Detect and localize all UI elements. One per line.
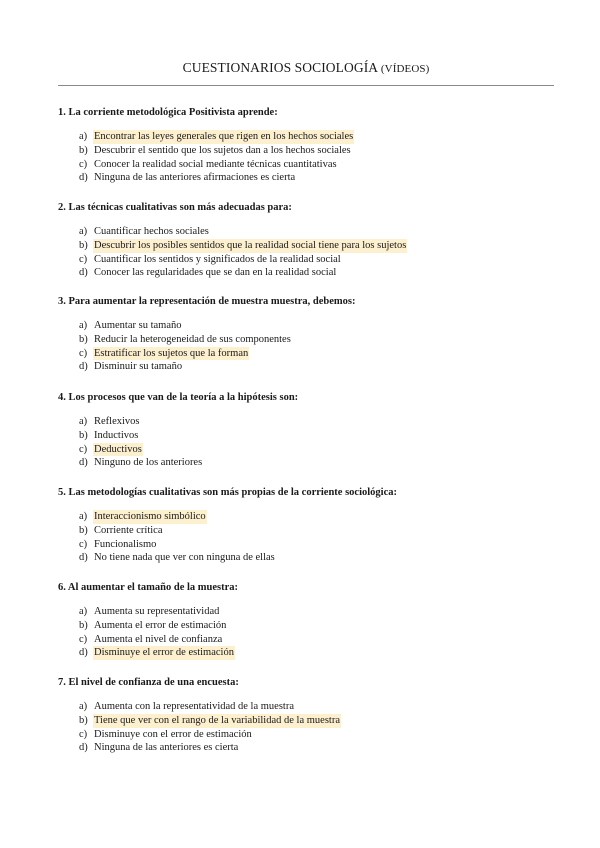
question-5 [58, 486, 558, 565]
option-text-highlighted: Interaccionismo simbólico [94, 511, 206, 522]
answer-option-a [58, 225, 558, 239]
answer-option-c [58, 253, 558, 267]
answer-option-b [58, 429, 558, 443]
answer-options [58, 225, 558, 280]
answer-option-c [58, 158, 558, 172]
option-letter: b) [79, 714, 88, 726]
option-letter: c) [79, 538, 88, 550]
answer-options [58, 510, 558, 565]
answer-option-b [58, 524, 558, 538]
question-3 [58, 295, 558, 374]
option-text: Cuantificar los sentidos y significados de la realidad social [94, 253, 341, 265]
option-letter: c) [79, 443, 88, 455]
option-letter: c) [79, 253, 88, 265]
option-text: Aumenta el nivel de confianza [94, 633, 223, 645]
option-letter: b) [79, 524, 88, 536]
option-text: Aumenta su representatividad [94, 606, 220, 617]
option-letter: a) [79, 416, 88, 427]
option-letter: a) [79, 511, 88, 522]
option-text-highlighted: Estratificar los sujetos que la forman [94, 347, 249, 359]
option-text: Funcionalismo [94, 538, 157, 550]
option-letter: a) [79, 320, 88, 331]
answer-option-d [58, 741, 558, 755]
question-7 [58, 676, 558, 755]
option-letter: d) [79, 647, 88, 659]
answer-options [58, 415, 558, 470]
option-letter: c) [79, 728, 88, 740]
option-letter: b) [79, 429, 88, 441]
option-text: Aumentar su tamaño [94, 320, 182, 331]
answer-options [58, 319, 558, 374]
option-text: Ninguna de las anteriores es cierta [94, 742, 239, 754]
question-title: 7. El nivel de confianza de una encuesta: [58, 677, 239, 688]
option-text-highlighted: Descubrir los posibles sentidos que la realidad social tiene para los sujetos [94, 239, 407, 251]
title-main: CUESTIONARIOS SOCIOLOGÍA [182, 60, 381, 75]
option-text: Descubrir el sentido que los sujetos dan a los hechos sociales [94, 144, 351, 156]
answer-option-a [58, 605, 558, 619]
header-divider [58, 85, 554, 86]
option-text: Reflexivos [94, 416, 140, 427]
question-2 [58, 201, 558, 280]
option-text: No tiene nada que ver con ninguna de ellas [94, 552, 275, 564]
answer-option-b [58, 714, 558, 728]
question-title: 6. Al aumentar el tamaño de la muestra: [58, 582, 239, 593]
option-text: Aumenta con la representatividad de la muestra [94, 701, 295, 712]
question-title: 1. La corriente metodológica Positivista aprende: [58, 107, 278, 118]
option-letter: b) [79, 333, 88, 345]
page-title [58, 60, 554, 76]
option-text: Corriente crítica [94, 524, 163, 536]
answer-option-c [58, 347, 558, 361]
option-text: Disminuir su tamaño [94, 361, 183, 373]
option-letter: c) [79, 633, 88, 645]
answer-option-a [58, 415, 558, 429]
question-title: 4. Los procesos que van de la teoría a la hipótesis son: [58, 392, 299, 403]
answer-option-d [58, 360, 558, 374]
answer-option-b [58, 619, 558, 633]
answer-option-d [58, 456, 558, 470]
option-letter: c) [79, 347, 88, 359]
answer-option-a [58, 700, 558, 714]
option-text-highlighted: Tiene que ver con el rango de la variabilidad de la muestra [94, 714, 340, 726]
option-text: Cuantificar hechos sociales [94, 226, 209, 237]
answer-option-c [58, 538, 558, 552]
option-text: Conocer las regularidades que se dan en la realidad social [94, 267, 337, 279]
answer-option-b [58, 144, 558, 158]
answer-option-c [58, 728, 558, 742]
option-text: Ninguno de los anteriores [94, 457, 203, 469]
option-letter: a) [79, 226, 88, 237]
option-letter: d) [79, 742, 88, 754]
option-text-highlighted: Encontrar las leyes generales que rigen en los hechos sociales [94, 131, 354, 142]
answer-option-d [58, 646, 558, 660]
option-letter: c) [79, 158, 88, 170]
answer-option-a [58, 319, 558, 333]
option-letter: d) [79, 361, 88, 373]
option-text: Reducir la heterogeneidad de sus componentes [94, 333, 291, 345]
answer-options [58, 605, 558, 660]
option-letter: a) [79, 701, 88, 712]
question-6 [58, 581, 558, 660]
answer-option-d [58, 171, 558, 185]
option-text-highlighted: Disminuye el error de estimación [94, 647, 234, 659]
option-letter: b) [79, 619, 88, 631]
option-letter: d) [79, 267, 88, 279]
answer-option-a [58, 130, 558, 144]
option-text-highlighted: Deductivos [94, 443, 142, 455]
option-text: Disminuye con el error de estimación [94, 728, 252, 740]
answer-option-b [58, 333, 558, 347]
option-text: Aumenta el error de estimación [94, 619, 227, 631]
option-letter: b) [79, 239, 88, 251]
option-text: Ninguna de las anteriores afirmaciones es cierta [94, 172, 296, 184]
option-letter: d) [79, 552, 88, 564]
option-letter: d) [79, 172, 88, 184]
option-letter: d) [79, 457, 88, 469]
answer-options [58, 130, 558, 185]
option-text: Conocer la realidad social mediante técnicas cuantitativas [94, 158, 337, 170]
answer-option-d [58, 551, 558, 565]
question-4 [58, 391, 558, 470]
option-text: Inductivos [94, 429, 139, 441]
option-letter: b) [79, 144, 88, 156]
answer-option-b [58, 239, 558, 253]
answer-option-d [58, 266, 558, 280]
answer-option-c [58, 443, 558, 457]
option-letter: a) [79, 606, 88, 617]
option-letter: a) [79, 131, 88, 142]
question-title: 3. Para aumentar la representación de muestra muestra, debemos: [58, 296, 356, 307]
answer-option-a [58, 510, 558, 524]
question-1 [58, 106, 558, 185]
answer-option-c [58, 633, 558, 647]
answer-options [58, 700, 558, 755]
title-paren: (VÍDEOS) [380, 63, 430, 75]
question-title: 5. Las metodologías cualitativas son más propias de la corriente sociológica: [58, 487, 397, 498]
question-title: 2. Las técnicas cualitativas son más adecuadas para: [58, 202, 292, 213]
